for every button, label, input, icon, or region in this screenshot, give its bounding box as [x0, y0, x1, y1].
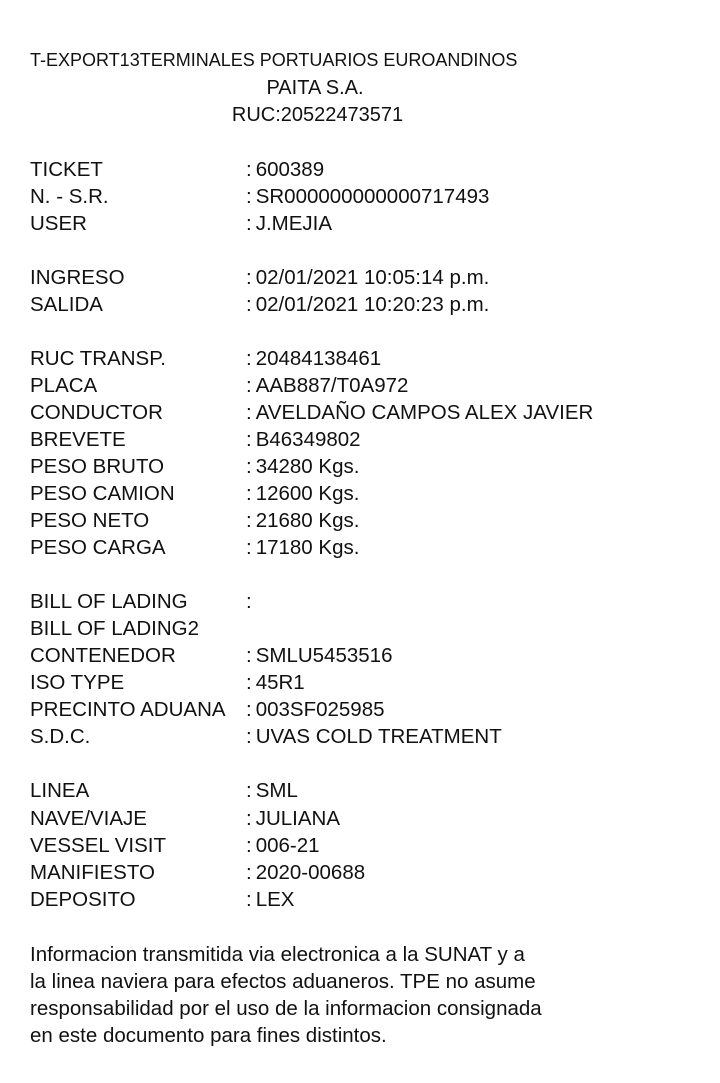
colon: : [246, 212, 252, 235]
peso-camion-value: 12600 Kgs. [255, 482, 360, 505]
precinto-aduana-value: 003SF025985 [255, 698, 385, 721]
contenedor-label: CONTENEDOR [30, 644, 176, 667]
colon: : [246, 834, 252, 857]
bill-of-lading-label: BILL OF LADING [30, 590, 188, 613]
colon: : [246, 266, 252, 289]
colon: : [246, 779, 252, 802]
peso-carga-label: PESO CARGA [30, 536, 166, 559]
company-name-line: T-EXPORT13TERMINALES PORTUARIOS EUROANDINOS [30, 50, 518, 70]
sdc-value: UVAS COLD TREATMENT [255, 725, 502, 748]
disclaimer-line: la linea naviera para efectos aduaneros. TPE no asume [30, 970, 536, 993]
linea-value: SML [255, 779, 298, 802]
colon: : [246, 158, 252, 181]
colon: : [246, 482, 252, 505]
user-value: J.MEJIA [255, 212, 333, 235]
colon: : [246, 644, 252, 667]
contenedor-value: SMLU5453516 [255, 644, 393, 667]
iso-type-label: ISO TYPE [30, 671, 125, 694]
placa-value-cell [246, 372, 408, 399]
user-label: USER [30, 212, 87, 235]
company-name-suffix: PAITA S.A. [266, 77, 364, 99]
peso-carga-value: 17180 Kgs. [255, 536, 360, 559]
sdc-label: S.D.C. [30, 725, 91, 748]
nave-viaje-label: NAVE/VIAJE [30, 807, 147, 830]
colon: : [246, 347, 252, 370]
nave-viaje-value-cell [246, 805, 340, 832]
deposito-value: LEX [255, 888, 295, 911]
sdc-value-cell [246, 723, 502, 750]
ruc-transp-label: RUC TRANSP. [30, 347, 166, 370]
salida-value-cell [246, 291, 489, 318]
nave-viaje-value: JULIANA [255, 807, 341, 830]
manifiesto-value: 2020-00688 [255, 861, 366, 884]
peso-bruto-value: 34280 Kgs. [255, 455, 360, 478]
vessel-visit-value: 006-21 [255, 834, 320, 857]
ingreso-value-cell [246, 264, 489, 291]
precinto-aduana-value-cell [246, 696, 385, 723]
bill-of-lading2-label: BILL OF LADING2 [30, 617, 199, 640]
precinto-aduana-label: PRECINTO ADUANA [30, 698, 226, 721]
peso-neto-label: PESO NETO [30, 509, 150, 532]
ticket-value: 600389 [255, 158, 325, 181]
salida-label: SALIDA [30, 293, 103, 316]
peso-camion-label: PESO CAMION [30, 482, 175, 505]
disclaimer-line: responsabilidad por el uso de la informacion consignada [30, 997, 542, 1020]
nsr-label: N. - S.R. [30, 185, 109, 208]
contenedor-value-cell [246, 642, 392, 669]
iso-type-value: 45R1 [255, 671, 305, 694]
nsr-value: SR000000000000717493 [255, 185, 490, 208]
placa-value: AAB887/T0A972 [255, 374, 409, 397]
peso-neto-value-cell [246, 507, 359, 534]
colon: : [246, 185, 252, 208]
vessel-visit-value-cell [246, 832, 320, 859]
colon: : [246, 861, 252, 884]
iso-type-value-cell [246, 669, 305, 696]
vessel-visit-label: VESSEL VISIT [30, 834, 166, 857]
conductor-value-cell [246, 399, 593, 426]
colon: : [246, 725, 252, 748]
colon: : [246, 293, 252, 316]
ruc-transp-value: 20484138461 [255, 347, 382, 370]
colon: : [246, 807, 252, 830]
brevete-value: B46349802 [255, 428, 361, 451]
placa-label: PLACA [30, 374, 98, 397]
company-ruc: RUC:20522473571 [231, 104, 404, 126]
conductor-label: CONDUCTOR [30, 401, 163, 424]
colon: : [246, 590, 252, 613]
peso-bruto-label: PESO BRUTO [30, 455, 165, 478]
peso-carga-value-cell [246, 534, 359, 561]
salida-value: 02/01/2021 10:20:23 p.m. [255, 293, 490, 316]
bill-of-lading-value-cell [246, 588, 256, 615]
colon: : [246, 509, 252, 532]
disclaimer-note [30, 941, 650, 1049]
ticket-label: TICKET [30, 158, 103, 181]
disclaimer-line: en este documento para fines distintos. [30, 1024, 387, 1047]
linea-value-cell [246, 777, 298, 804]
ticket-value-cell [246, 156, 324, 183]
conductor-value: AVELDAÑO CAMPOS ALEX JAVIER [255, 401, 594, 424]
ingreso-value: 02/01/2021 10:05:14 p.m. [255, 266, 490, 289]
linea-label: LINEA [30, 779, 90, 802]
brevete-label: BREVETE [30, 428, 126, 451]
peso-bruto-value-cell [246, 453, 359, 480]
peso-camion-value-cell [246, 480, 359, 507]
colon: : [246, 374, 252, 397]
colon: : [246, 428, 252, 451]
manifiesto-label: MANIFIESTO [30, 861, 155, 884]
colon: : [246, 401, 252, 424]
peso-neto-value: 21680 Kgs. [255, 509, 360, 532]
colon: : [246, 888, 252, 911]
nsr-value-cell [246, 183, 489, 210]
ingreso-label: INGRESO [30, 266, 125, 289]
user-value-cell [246, 210, 332, 237]
colon: : [246, 536, 252, 559]
deposito-label: DEPOSITO [30, 888, 136, 911]
deposito-value-cell [246, 886, 294, 913]
ruc-transp-value-cell [246, 345, 381, 372]
colon: : [246, 698, 252, 721]
brevete-value-cell [246, 426, 361, 453]
disclaimer-line: Informacion transmitida via electronica a la SUNAT y a [30, 943, 525, 966]
colon: : [246, 671, 252, 694]
manifiesto-value-cell [246, 859, 365, 886]
colon: : [246, 455, 252, 478]
